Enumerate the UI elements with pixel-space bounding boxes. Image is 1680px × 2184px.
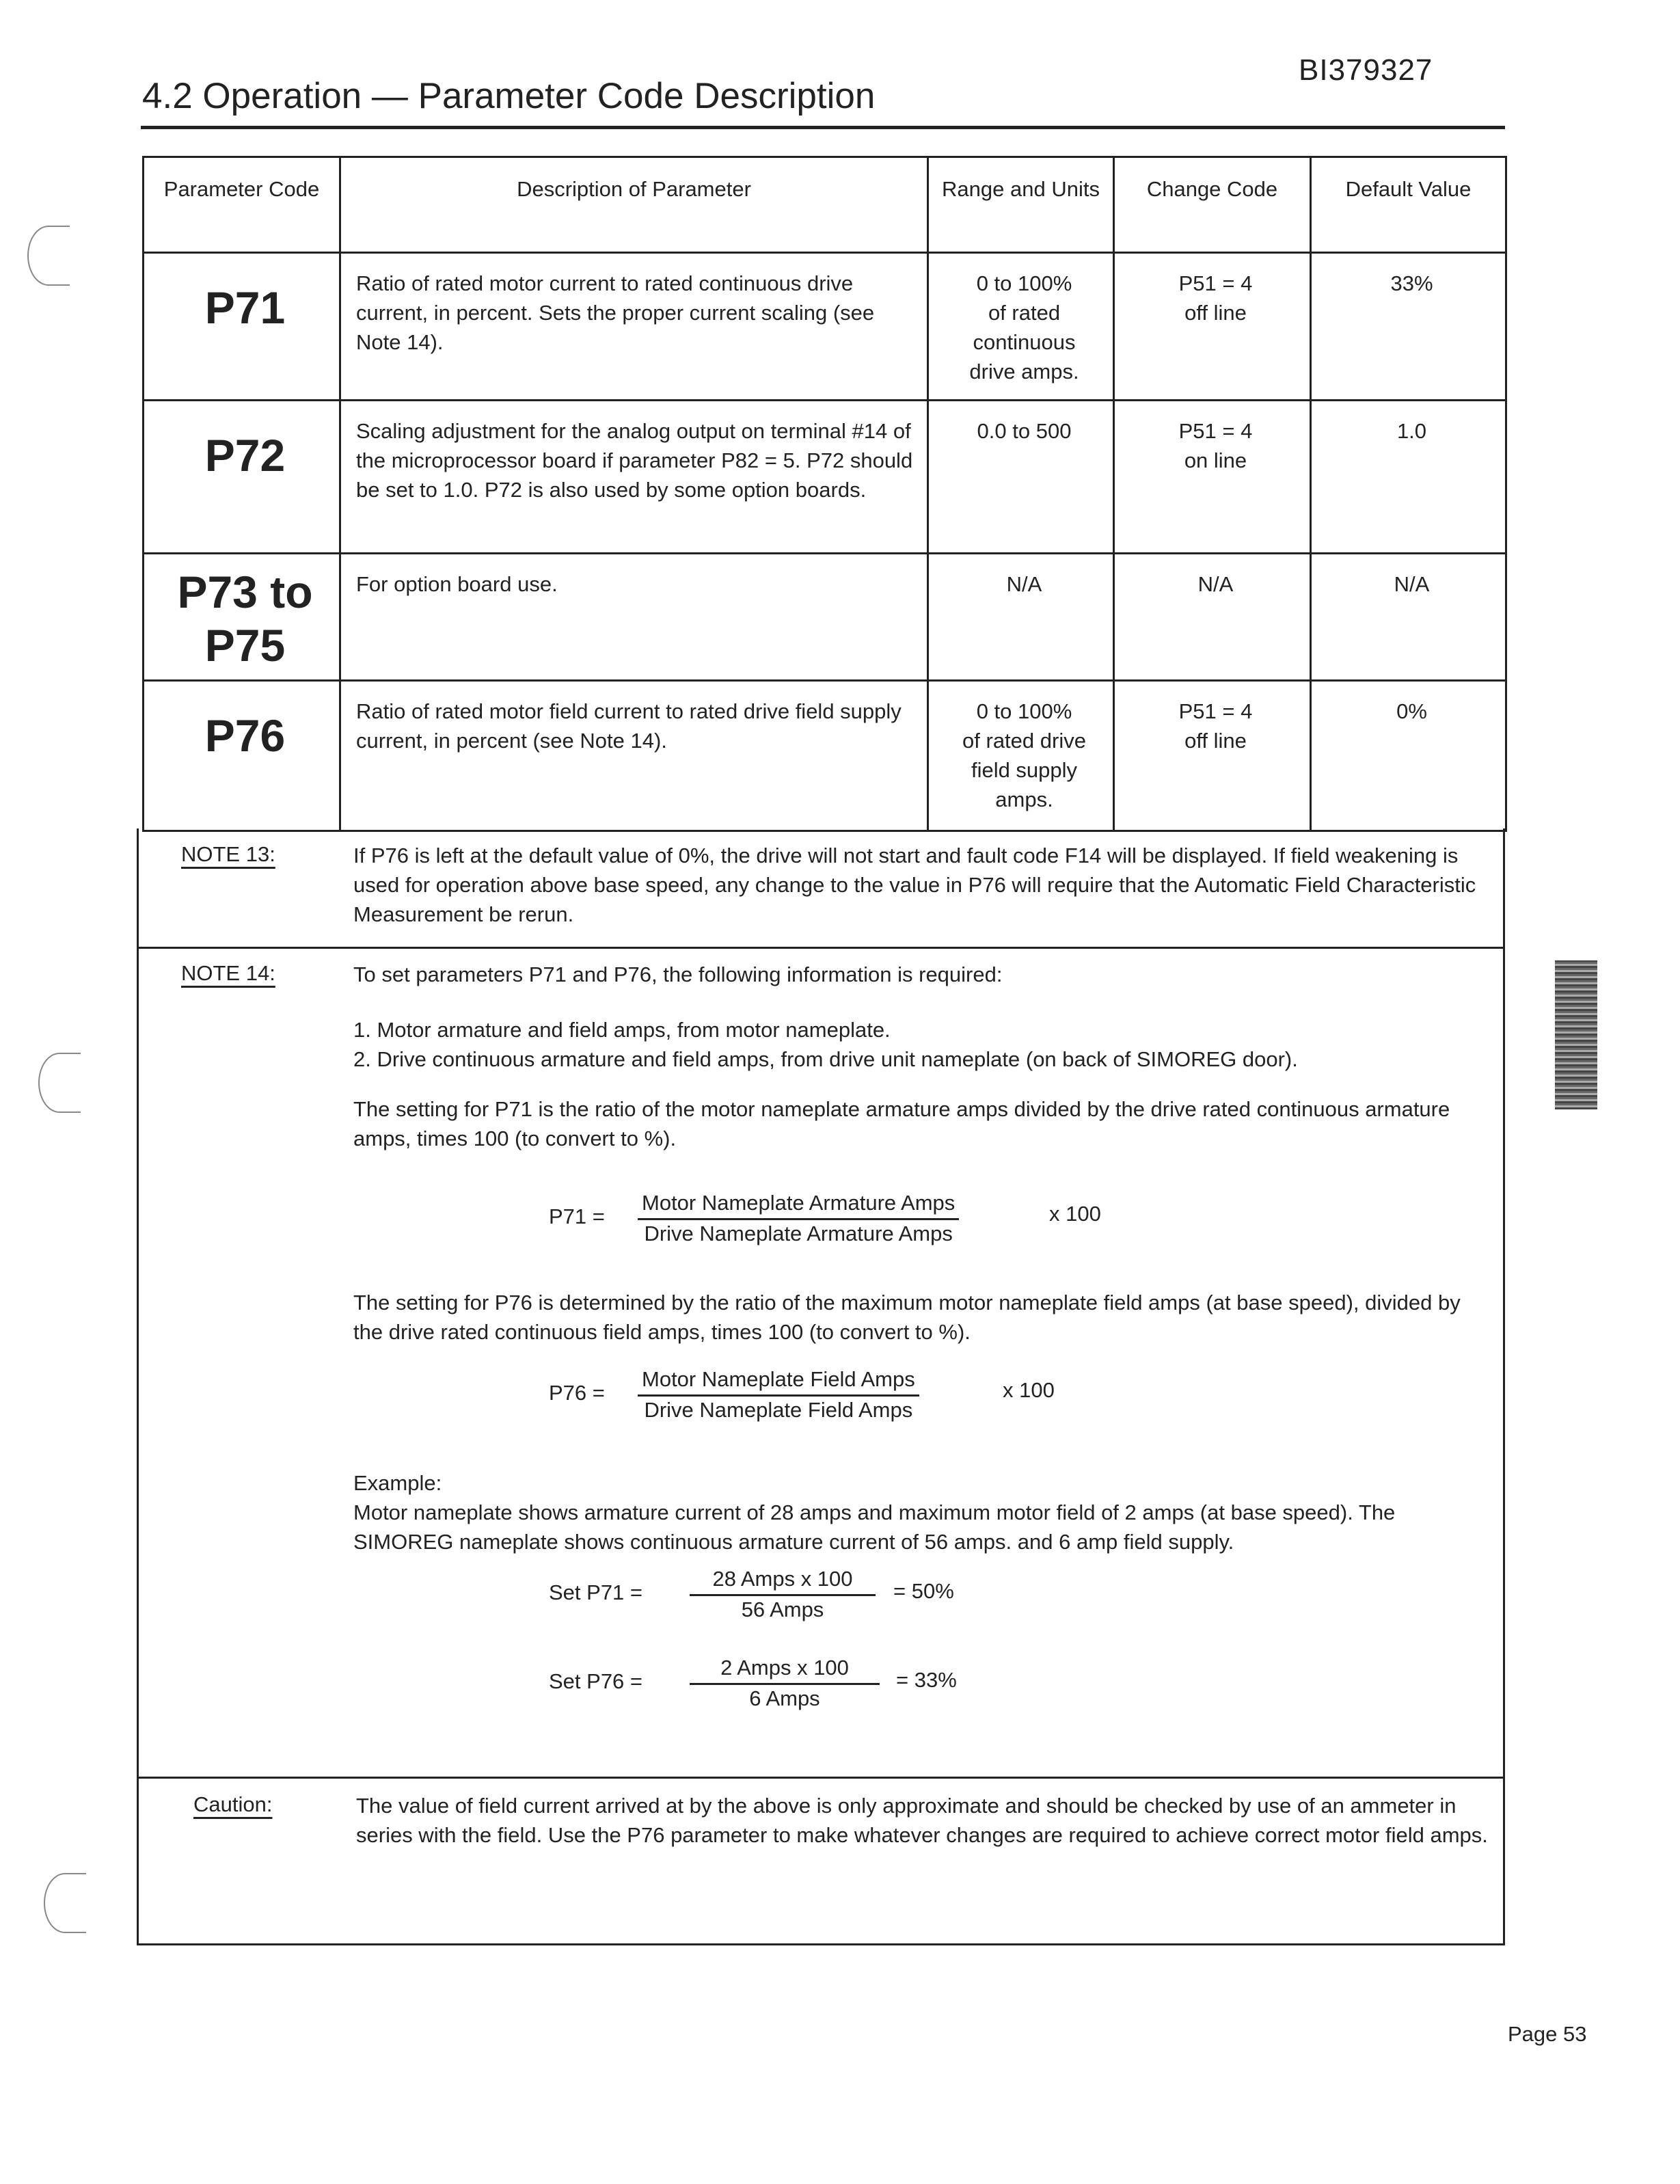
change-line: on line — [1184, 448, 1247, 472]
note-14-item: 2. Drive continuous armature and field amps, from drive unit nameplate (on back of SIMOREG door). — [353, 1047, 1298, 1071]
param-code: P72 — [144, 401, 340, 554]
note-14-body — [353, 960, 1491, 1171]
range-line: field supply — [971, 758, 1078, 782]
range-line: drive amps. — [969, 360, 1079, 383]
param-code: P76 — [144, 681, 340, 831]
formula-fraction — [638, 1367, 919, 1423]
param-default: 0% — [1311, 681, 1506, 831]
formula-rhs: x 100 — [1049, 1202, 1101, 1226]
example-block — [353, 1468, 1491, 1556]
range-line: continuous — [973, 330, 1076, 354]
note-14-item: 1. Motor armature and field amps, from motor nameplate. — [353, 1018, 891, 1042]
scan-edge-mark — [1555, 960, 1597, 1109]
page-title: 4.2 Operation — Parameter Code Description — [142, 76, 876, 116]
range-line: 0 to 100% — [976, 699, 1072, 723]
formula-denominator: 56 Amps — [741, 1597, 824, 1621]
table-row — [144, 681, 1506, 831]
formula-denominator: Drive Nameplate Field Amps — [644, 1398, 913, 1422]
change-line: off line — [1184, 729, 1247, 753]
note-14 — [139, 949, 1503, 1779]
binding-hole-mark — [44, 1873, 86, 1933]
note-13-text: If P76 is left at the default value of 0%, the drive will not start and fault code F14 will be displayed. If field weakening is used for operation above base speed, any change to the value in P76 will require that the Automatic Field Characteristic Measurement be rerun. — [353, 844, 1476, 926]
note-14-intro: To set parameters P71 and P76, the following information is required: — [353, 962, 1003, 986]
table-header-row — [144, 157, 1506, 253]
note-13 — [139, 828, 1503, 949]
note-13-label: NOTE 13: — [181, 842, 275, 866]
caution-text: The value of field current arrived at by the above is only approximate and should be checked by use of an ammeter in series with the field. Use the P76 parameter to make whatever changes are required to achieve correct motor field amps. — [356, 1794, 1488, 1847]
caution — [139, 1779, 1503, 1945]
param-range — [928, 681, 1114, 831]
header-range-units: Range and Units — [928, 157, 1114, 253]
param-description: For option board use. — [340, 554, 928, 681]
example-label: Example: — [353, 1471, 442, 1495]
change-line: P51 = 4 — [1178, 271, 1253, 295]
formula-fraction — [690, 1567, 876, 1622]
range-line: of rated drive — [962, 729, 1086, 753]
param-code: P71 — [144, 253, 340, 401]
formula-denominator: Drive Nameplate Armature Amps — [644, 1222, 953, 1245]
formula-fraction — [638, 1191, 959, 1246]
change-line: P51 = 4 — [1178, 419, 1253, 443]
change-line: P51 = 4 — [1178, 699, 1253, 723]
header-default-value: Default Value — [1311, 157, 1506, 253]
formula-lhs: Set P71 = — [549, 1580, 643, 1604]
param-description: Ratio of rated motor current to rated continuous drive current, in percent. Sets the proper current scaling (see Note 14). — [340, 253, 928, 401]
page-number: Page 53 — [1508, 2022, 1587, 2046]
header-parameter-code: Parameter Code — [144, 157, 340, 253]
formula-denominator: 6 Amps — [749, 1686, 820, 1710]
change-line: N/A — [1197, 572, 1234, 596]
range-line: 0.0 to 500 — [977, 419, 1072, 443]
param-description: Scaling adjustment for the analog output on terminal #14 of the microprocessor board if parameter P82 = 5. P72 should be set to 1.0. P72 is also used by some option boards. — [340, 401, 928, 554]
param-range — [928, 554, 1114, 681]
param-range — [928, 401, 1114, 554]
formula-lhs: Set P76 = — [549, 1669, 643, 1693]
formula-rhs: = 33% — [896, 1668, 957, 1692]
header-description: Description of Parameter — [340, 157, 928, 253]
param-default: 33% — [1311, 253, 1506, 401]
title-rule — [141, 126, 1505, 129]
table-row — [144, 401, 1506, 554]
param-description: Ratio of rated motor field current to rated drive field supply current, in percent (see Note 14). — [340, 681, 928, 831]
binding-hole-mark — [38, 1053, 81, 1113]
formula-fraction — [690, 1656, 880, 1711]
param-default: 1.0 — [1311, 401, 1506, 554]
binding-hole-mark — [27, 226, 70, 286]
param-default: N/A — [1311, 554, 1506, 681]
range-line: amps. — [995, 787, 1053, 811]
change-line: off line — [1184, 301, 1247, 325]
range-line: of rated — [988, 301, 1061, 325]
table-row — [144, 554, 1506, 681]
doc-id: BI379327 — [1299, 53, 1433, 87]
parameter-table — [142, 156, 1507, 832]
p71-explanation: The setting for P71 is the ratio of the motor nameplate armature amps divided by the drive rated continuous armature amps, times 100 (to convert to %). — [353, 1097, 1450, 1150]
formula-numerator: 28 Amps x 100 — [690, 1567, 876, 1596]
formula-lhs: P76 = — [549, 1381, 605, 1405]
param-change-code — [1114, 401, 1311, 554]
example-text: Motor nameplate shows armature current of 28 amps and maximum motor field of 2 amps (at base speed). The SIMOREG nameplate shows continuous armature current of 56 amps. and 6 amp field supply. — [353, 1500, 1396, 1554]
range-line: 0 to 100% — [976, 271, 1072, 295]
param-change-code — [1114, 253, 1311, 401]
note-14-label: NOTE 14: — [181, 961, 275, 985]
range-line: N/A — [1006, 572, 1042, 596]
param-code: P73 to P75 — [144, 554, 340, 681]
formula-rhs: = 50% — [893, 1579, 954, 1603]
formula-numerator: 2 Amps x 100 — [690, 1656, 880, 1685]
caution-label: Caution: — [193, 1792, 273, 1816]
table-row — [144, 253, 1506, 401]
formula-rhs: x 100 — [1003, 1378, 1055, 1402]
formula-lhs: P71 = — [549, 1204, 605, 1228]
p76-explanation: The setting for P76 is determined by the ratio of the maximum motor nameplate field amps (at base speed), divided by the drive rated continuous field amps, times 100 (to convert to %). — [353, 1291, 1461, 1344]
header-change-code: Change Code — [1114, 157, 1311, 253]
param-change-code — [1114, 554, 1311, 681]
param-change-code — [1114, 681, 1311, 831]
formula-numerator: Motor Nameplate Field Amps — [638, 1367, 919, 1397]
notes-box — [137, 828, 1505, 1945]
param-range — [928, 253, 1114, 401]
formula-numerator: Motor Nameplate Armature Amps — [638, 1191, 959, 1220]
